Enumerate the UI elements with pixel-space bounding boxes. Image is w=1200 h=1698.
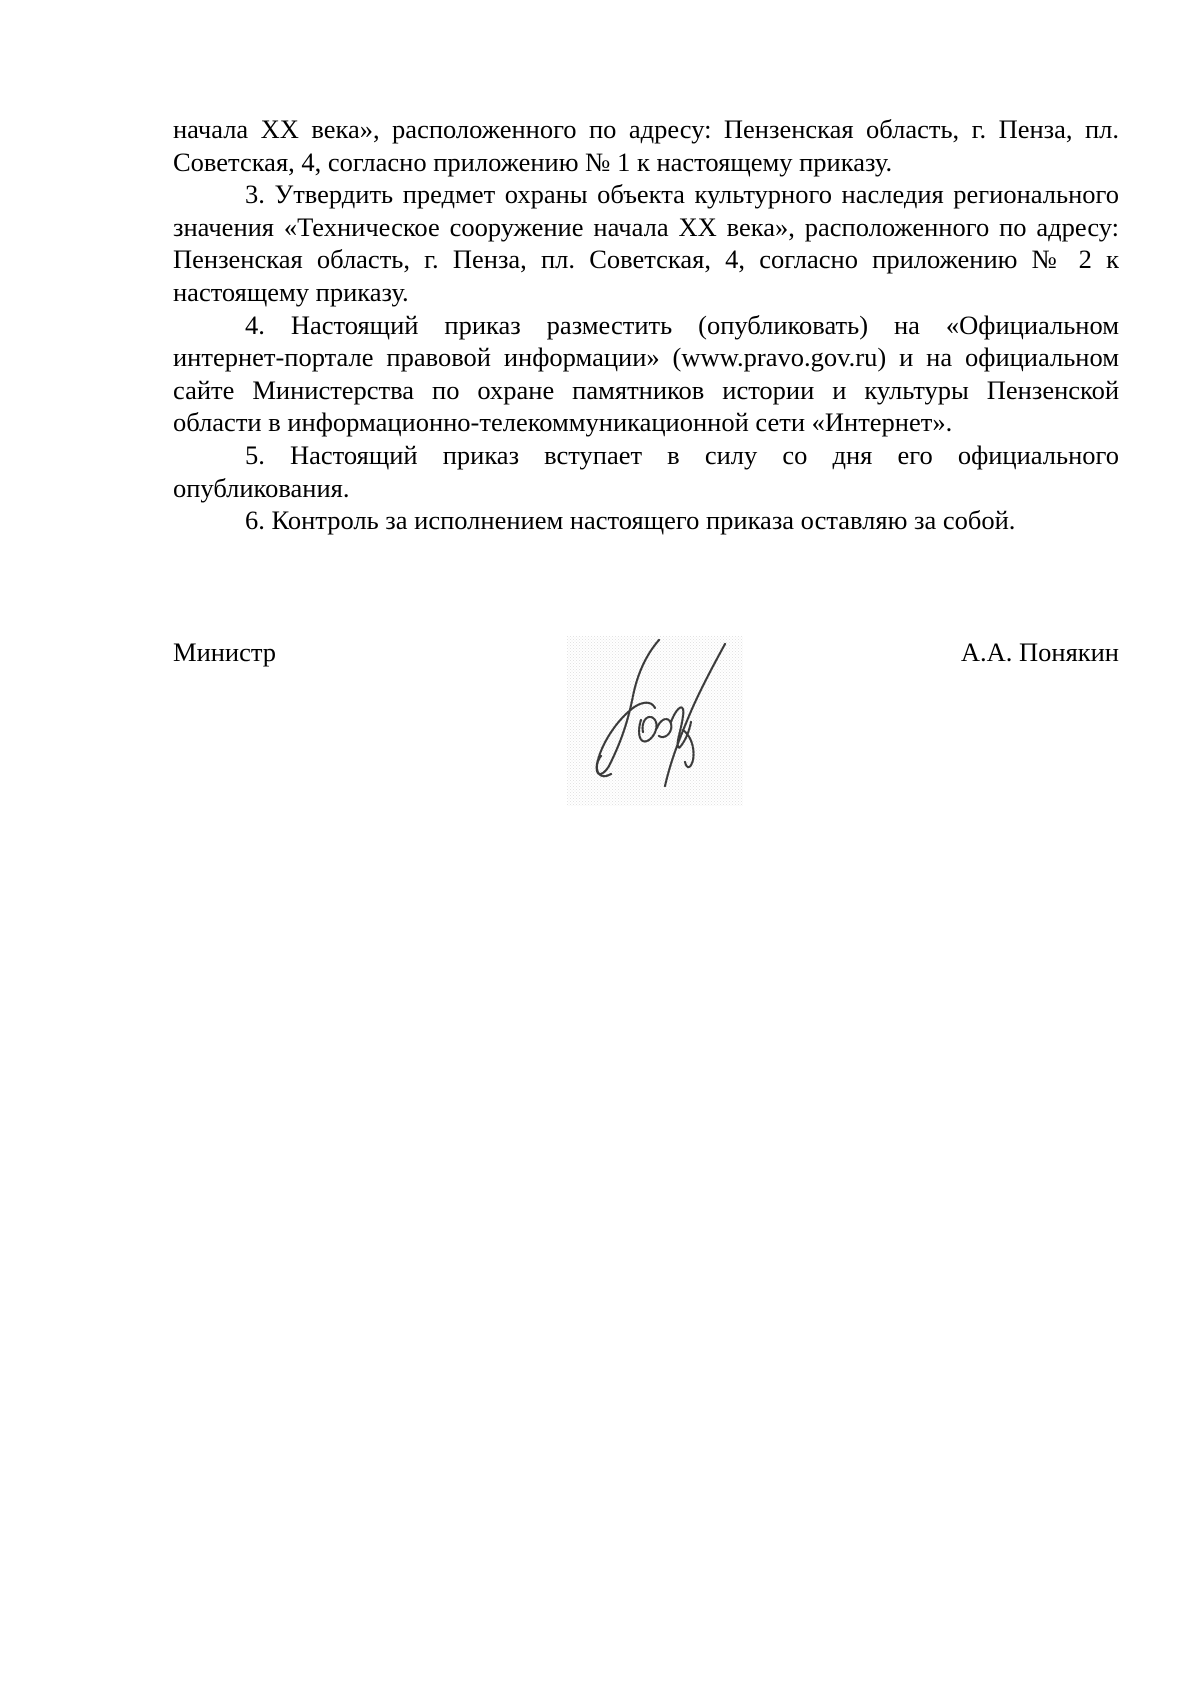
signer-position: Министр <box>173 637 277 667</box>
paragraph-item-6: 6. Контроль за исполнением настоящего приказа оставляю за собой. <box>245 505 1016 536</box>
paragraph-continuation: начала XX века», расположенного по адресу: Пензенская область, г. Пенза, пл. Советская, 4, согласно приложению № 1 к настоящему приказу. <box>173 114 1119 177</box>
handwritten-signature <box>567 636 743 806</box>
paragraph-item-5: 5. Настоящий приказ вступает в силу со дня его официального опубликования. <box>173 439 1119 503</box>
document-body <box>173 113 1119 537</box>
paragraph-item-4: 4. Настоящий приказ разместить (опубликовать) на «Официальном интернет-портале правовой информации» (www.pravo.gov.ru) и на официальном сайте Министерства по охране памятников истории и культуры Пензенской области в информационно-телекоммуникационной сети «Интернет». <box>173 309 1119 438</box>
signer-name: А.А. Понякин <box>960 637 1119 667</box>
paragraph-item-3: 3. Утвердить предмет охраны объекта культурного наследия регионального значения «Техническое сооружение начала XX века», расположенного по адресу: Пензенская область, г. Пенза, пл. Советская, 4, согласно приложению № 2 к настоящему приказу. <box>173 179 1119 307</box>
